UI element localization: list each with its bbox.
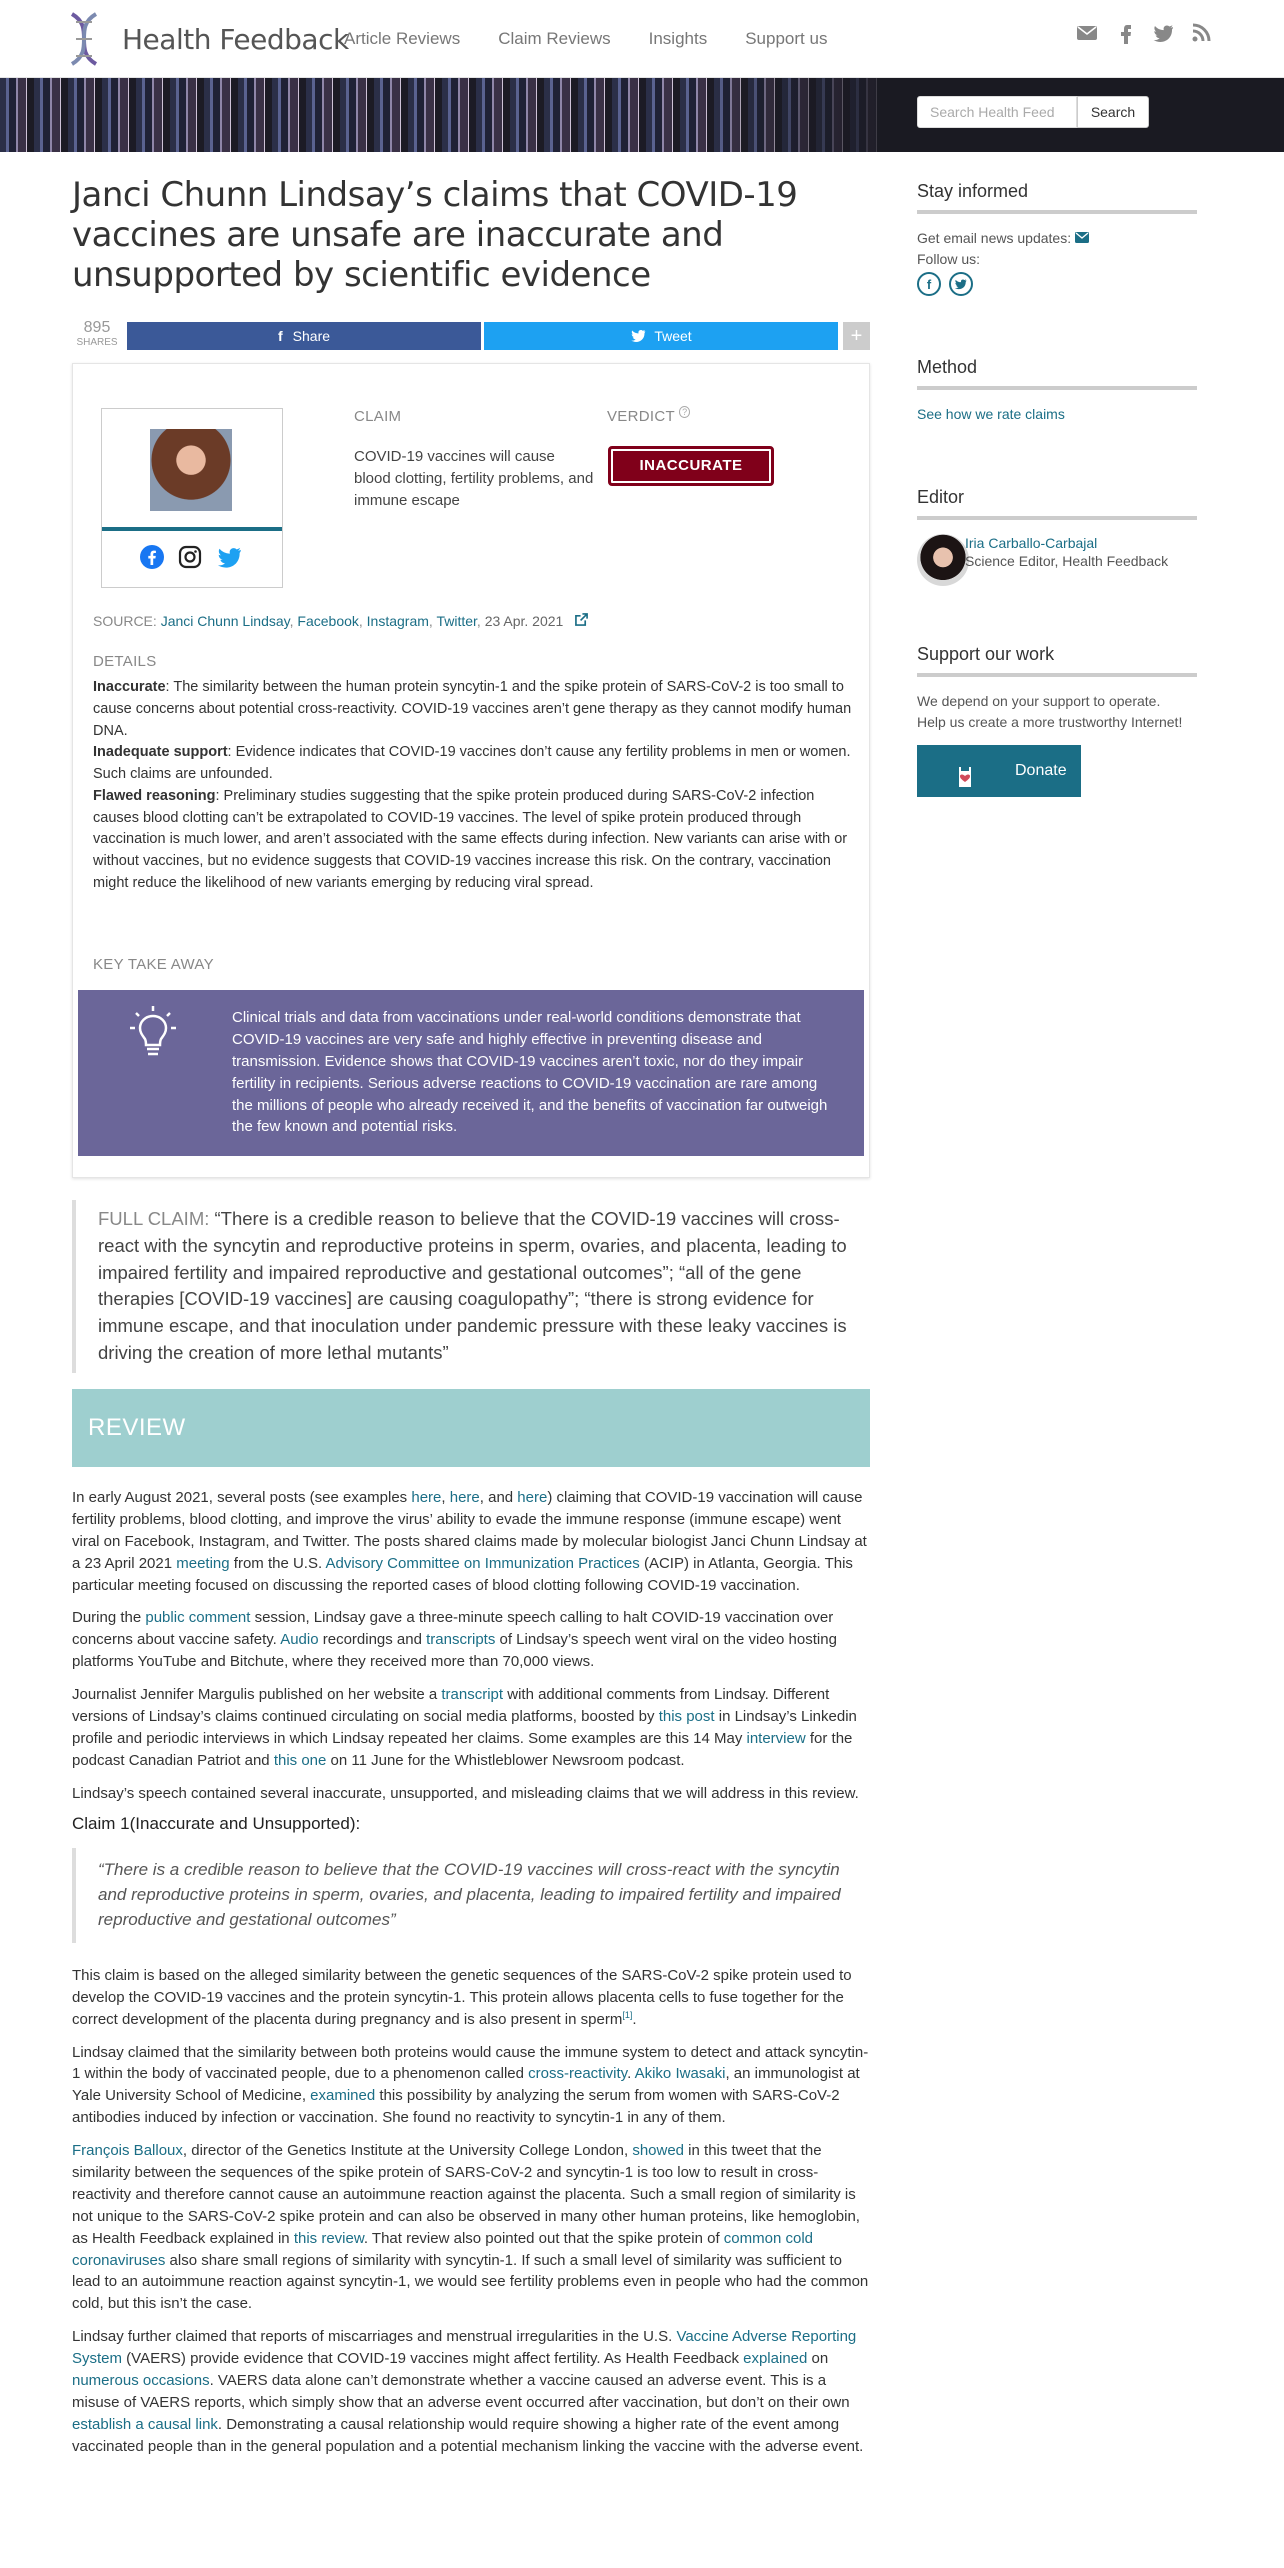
source-link-facebook[interactable]: Facebook: [297, 613, 359, 629]
akiko-iwasaki-link[interactable]: Akiko Iwasaki: [634, 2065, 726, 2083]
sidebar-support: [917, 641, 1197, 797]
rating-method-link[interactable]: See how we rate claims: [917, 406, 1065, 423]
source-line: SOURCE: Janci Chunn Lindsay, Facebook, Instagram, Twitter, 23 Apr. 2021: [93, 611, 588, 631]
example-link-2[interactable]: here: [449, 1489, 480, 1506]
external-link-icon[interactable]: [575, 613, 588, 629]
francois-balloux-link[interactable]: François Balloux: [72, 2142, 183, 2160]
common-cold-link[interactable]: common cold coronaviruses: [72, 2229, 813, 2269]
detail-item: Flawed reasoning: Preliminary studies suggesting that the spike protein produced during SARS-CoV-2 infection causes blood clotting can’t be extrapolated to COVID-19 vaccines. The level of spike protein produced through vaccination is much lower, and aren’t associated with the same effects during infection. New variants can arise with or without vaccines, but no evidence suggests that COVID-19 vaccines increase this risk. On the contrary, vaccination might reduce the likelihood of new variants emerging by reducing viral spread.: [93, 787, 848, 891]
editor-title: Editor: [917, 484, 1197, 520]
lightbulb-icon: [128, 1004, 178, 1060]
acip-link[interactable]: Advisory Committee on Immunization Practices: [325, 1554, 640, 1572]
verdict-badge: INACCURATE: [608, 446, 774, 486]
editor-role: Science Editor, Health Feedback: [965, 553, 1169, 570]
donate-button[interactable]: Donate: [917, 745, 1081, 797]
paragraph: Lindsay further claimed that reports of miscarriages and menstrual irregularities in the U.S. Vaccine Adverse Reporting System (VAERS) provide evidence that COVID-19 vaccines might affect fertility. As Health Feedback explained on numerous occasions. VAERS data alone can’t demonstrate whether a vaccine caused an adverse event. This is a misuse of VAERS reports, which simply show that an adverse event occurred after vaccination, but don’t on their own establish a causal link. Demonstrating a causal relationship would require showing a higher rate of the event among vaccinated people than in the general population and a potential mechanism linking the vaccine with the adverse event.: [72, 2328, 864, 2455]
brand-name[interactable]: Health Feedback: [122, 23, 349, 56]
public-comment-link[interactable]: public comment: [145, 1609, 251, 1627]
explained-link[interactable]: explained: [743, 2350, 808, 2368]
details-label: DETAILS: [93, 653, 157, 670]
interview-link[interactable]: interview: [746, 1729, 806, 1747]
key-takeaway-text: Clinical trials and data from vaccinations under real-world conditions demonstrate that COVID-19 vaccines are very safe and highly effective in preventing disease and transmission. Evidence shows that COVID-19 vaccines aren’t toxic, nor do they impair fertility in recipients. Serious adverse reactions to COVID-19 vaccination are rare among the millions of people who already received it, and the benefits of vaccination far outweigh the few known and potential risks.: [232, 1009, 828, 1136]
paragraph: During the public comment session, Lindsay gave a three-minute speech calling to halt COVID-19 vaccination over concerns about vaccine safety. Audio recordings and transcripts of Lindsay’s speech went viral on the video hosting platforms YouTube and Bitchute, where they received more than 70,000 views.: [72, 1609, 837, 1671]
sidebar-stay-informed: Stay informed Get email news updates: Follow us: f: [917, 178, 1197, 296]
claimant-profile: [101, 408, 283, 588]
key-takeaway-box: [78, 990, 864, 1156]
email-icon[interactable]: [1075, 230, 1089, 246]
sidebar-method: [917, 354, 1197, 425]
detail-item: Inaccurate: The similarity between the human protein syncytin-1 and the spike protein of SARS-CoV-2 is too small to cause concerns about potential cross-reactivity. COVID-19 vaccines aren’t gene therapy as they cannot modify human DNA.: [93, 679, 852, 739]
tweet-button[interactable]: Tweet: [484, 322, 838, 350]
share-count: 895 SHARES: [76, 319, 118, 348]
this-post-link[interactable]: this post: [658, 1708, 715, 1726]
paragraph: Lindsay’s speech contained several inaccurate, unsupported, and misleading claims that we will address in this review.: [72, 1784, 859, 1802]
source-link-twitter[interactable]: Twitter: [436, 613, 477, 629]
source-link-lindsay[interactable]: Janci Chunn Lindsay: [160, 613, 290, 629]
menu-item-support-us[interactable]: Support us: [745, 29, 828, 48]
full-claim-quote: FULL CLAIM: “There is a credible reason to believe that the COVID-19 vaccines will cross-react with the syncytin and reproductive proteins in sperm, ovaries, and placenta, leading to impaired fertility and impaired reproductive and gestational outcomes”; “all of the gene therapies [COVID-19 vaccines] are causing coagulopathy”; “there is strong evidence for immune escape, and that inoculation under pandemic pressure with these leaky vaccines is driving the creation of more lethal mutants”: [72, 1200, 870, 1373]
editor-name-link[interactable]: Iria Carballo-Carbajal: [965, 535, 1098, 552]
twitter-icon: [630, 328, 646, 344]
twitter-icon[interactable]: [1152, 22, 1174, 44]
paragraph: This claim is based on the alleged similarity between the genetic sequences of the SARS-CoV-2 spike protein used to develop the COVID-19 vaccines and the protein syncytin-1. This protein allows placenta cells to fuse together for the correct development of the placenta during pregnancy and is also present in sperm[1].: [72, 1966, 852, 2028]
share-bar: [72, 320, 870, 348]
method-title: Method: [917, 354, 1197, 390]
vaers-link[interactable]: Vaccine Adverse Reporting System: [72, 2328, 857, 2368]
verdict-label: VERDICT ?: [607, 406, 690, 428]
twitter-icon[interactable]: [216, 545, 240, 569]
claim-review-card: [72, 363, 870, 1178]
review-body: [72, 1487, 870, 2469]
stay-informed-title: Stay informed: [917, 178, 1197, 214]
paragraph: Journalist Jennifer Margulis published on her website a transcript with additional comments from Lindsay. Different versions of Lindsay’s claims continued circulating on social media platforms, boosted by this post in Lindsay’s Linkedin profile and periodic interviews in which Lindsay repeated her claims. Some examples are this 14 May interview for the podcast Canadian Patriot and this one on 11 June for the Whistleblower Newsroom podcast.: [72, 1686, 857, 1769]
rss-icon[interactable]: [1190, 22, 1212, 44]
twitter-icon[interactable]: [949, 272, 973, 296]
editor-avatar: [917, 534, 969, 586]
svg-text:f: f: [926, 277, 932, 293]
transcripts-link[interactable]: transcripts: [426, 1631, 496, 1649]
this-review-link[interactable]: this review: [293, 2229, 364, 2247]
key-takeaway-label: KEY TAKE AWAY: [93, 956, 214, 973]
showed-link[interactable]: showed: [632, 2142, 685, 2160]
social-links: [1076, 22, 1212, 44]
claim-text: COVID-19 vaccines will cause blood clotting, fertility problems, and immune escape: [354, 448, 594, 509]
sidebar-editor: [917, 484, 1197, 590]
facebook-icon[interactable]: [917, 272, 941, 296]
facebook-icon[interactable]: [1114, 22, 1136, 44]
numerous-occasions-link[interactable]: numerous occasions: [72, 2371, 210, 2389]
this-one-link[interactable]: this one: [273, 1751, 327, 1769]
source-link-instagram[interactable]: Instagram: [366, 613, 429, 629]
facebook-icon: f: [277, 328, 283, 344]
menu-item-insights[interactable]: Insights: [648, 29, 708, 48]
meeting-link[interactable]: meeting: [176, 1554, 230, 1572]
claim-label: CLAIM: [354, 408, 402, 425]
example-link-1[interactable]: here: [411, 1489, 442, 1506]
search-input[interactable]: Search Health Feed: [917, 96, 1077, 128]
claim-1-heading: Claim 1(Inaccurate and Unsupported):: [72, 1813, 361, 1833]
cross-reactivity-link[interactable]: cross-reactivity: [528, 2065, 628, 2083]
facebook-share-button[interactable]: f Share: [127, 322, 481, 350]
menu-item-article-reviews[interactable]: Article Reviews: [344, 29, 461, 48]
article-main: [72, 175, 870, 1136]
instagram-icon[interactable]: [178, 545, 202, 569]
page-title: Janci Chunn Lindsay’s claims that COVID-19 vaccines are unsafe are inaccurate and unsupported by scientific evidence: [72, 175, 798, 296]
main-menu: [344, 27, 827, 52]
details-list: [93, 677, 855, 895]
paragraph: François Balloux, director of the Genetics Institute at the University College London, showed in this tweet that the similarity between the sequences of the spike protein of SARS-CoV-2 and syncytin-1 is too low to result in cross-reactivity and therefore cannot cause an autoimmune reaction against the placenta. Such a small region of similarity is not unique to the SARS-CoV-2 spike protein and can also be observed in many other human proteins, like hemoglobin, as Health Feedback explained in this review. That review also pointed out that the spike protein of common cold coronaviruses also share small regions of similarity with syncytin-1. If such a small level of similarity was sufficient to lead to an autoimmune reaction against syncytin-1, we would see fertility problems even in people who had the common cold, but this isn’t the case.: [72, 2142, 869, 2313]
more-share-button[interactable]: +: [843, 322, 870, 350]
dna-logo-icon[interactable]: [62, 10, 106, 68]
source-date: 23 Apr. 2021: [484, 613, 564, 629]
support-title: Support our work: [917, 641, 1197, 677]
help-icon[interactable]: ?: [679, 406, 690, 418]
example-link-3[interactable]: here: [517, 1489, 548, 1506]
email-icon[interactable]: [1076, 22, 1098, 44]
paragraph: In early August 2021, several posts (see examples here, here, and here) claiming that COVID-19 vaccination will cause fertility problems, blood clotting, and improve the virus’ ability to evade the immune response (immune escape) went viral on Facebook, Instagram, and Twitter. The posts shared claims made by molecular biologist Janci Chunn Lindsay at a 23 April 2021 meeting from the U.S. Advisory Committee on Immunization Practices (ACIP) in Atlanta, Georgia. This particular meeting focused on discussing the reported cases of blood clotting following COVID-19 vaccination.: [72, 1489, 867, 1594]
support-text: We depend on your support to operate. Help us create a more trustworthy Internet!: [917, 693, 1183, 731]
examined-link[interactable]: examined: [310, 2087, 376, 2105]
transcript-link[interactable]: transcript: [441, 1686, 504, 1704]
audio-link[interactable]: Audio: [280, 1631, 319, 1649]
top-nav: [0, 0, 1284, 78]
claimant-photo: [150, 429, 232, 511]
facebook-icon[interactable]: [140, 545, 164, 569]
causal-link[interactable]: establish a causal link: [72, 2415, 218, 2433]
menu-item-claim-reviews[interactable]: Claim Reviews: [498, 29, 611, 48]
footnote-link[interactable]: [1]: [622, 2009, 633, 2020]
search-button[interactable]: Search: [1077, 96, 1149, 128]
donate-icon: [955, 759, 975, 811]
claim-1-quote: “There is a credible reason to believe that the COVID-19 vaccines will cross-react with the syncytin and reproductive proteins in sperm, ovaries, and placenta, leading to impaired fertility and impaired reproductive and gestational outcomes”: [72, 1848, 870, 1942]
review-heading: REVIEW: [72, 1389, 870, 1467]
detail-item: Inadequate support: Evidence indicates that COVID-19 vaccines don’t cause any fertility problems in men or women. Such claims are unfounded.: [93, 744, 851, 782]
paragraph: Lindsay claimed that the similarity between both proteins would cause the immune system to detect and attack syncytin-1 within the body of vaccinated people, due to a phenomenon called cross-reactivity. Akiko Iwasaki, an immunologist at Yale University School of Medicine, examined this possibility by analyzing the serum from women with SARS-CoV-2 antibodies induced by infection or vaccination. She found no reactivity to syncytin-1 in any of them.: [72, 2043, 869, 2127]
